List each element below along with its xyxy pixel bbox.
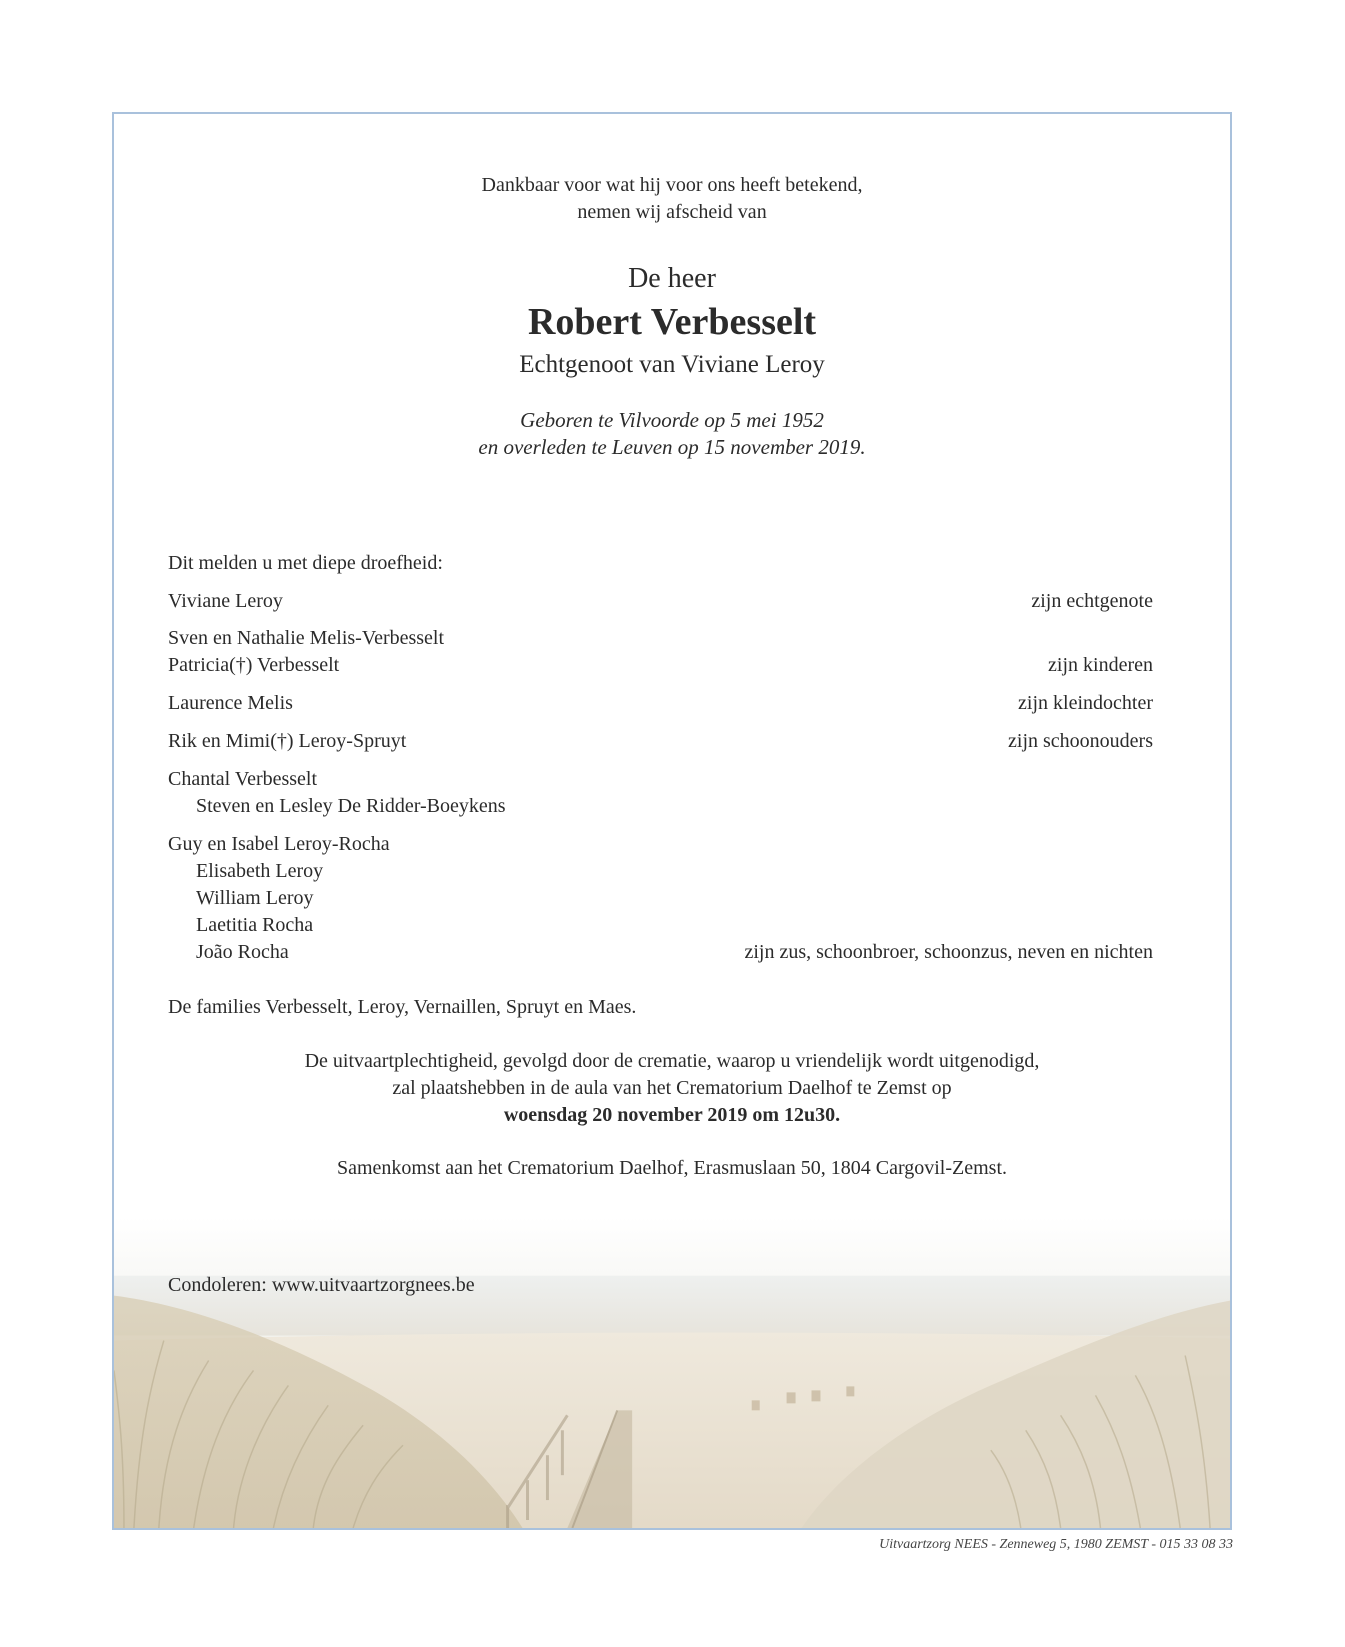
mourner-name: Viviane Leroy [168, 590, 283, 612]
intro-line-1: Dankbaar voor wat hij voor ons heeft betekend, [481, 174, 863, 196]
footer-funeral-home: Uitvaartzorg NEES - Zenneweg 5, 1980 ZEMST - 015 33 08 33 [879, 1537, 1233, 1552]
honorific: De heer [628, 263, 716, 294]
mourner-name: Guy en Isabel Leroy-Rocha [168, 833, 390, 855]
mourner-name-indented: João Rocha [196, 941, 289, 963]
ceremony-date: woensdag 20 november 2019 om 12u30. [503, 1104, 841, 1126]
birth-line: Geboren te Vilvoorde op 5 mei 1952 [520, 408, 824, 432]
ceremony-line-1: De uitvaartplechtigheid, gevolgd door de crematie, waarop u vriendelijk wordt uitgenodigd, [304, 1050, 1040, 1072]
mourner-name-indented: Elisabeth Leroy [196, 860, 324, 882]
mourner-name-indented: Steven en Lesley De Ridder-Boeykens [196, 795, 506, 817]
intro-line-2: nemen wij afscheid van [577, 201, 767, 223]
relation-label: zijn kinderen [1048, 654, 1153, 676]
spouse-line: Echtgenoot van Viviane Leroy [519, 351, 825, 378]
announcement-heading: Dit melden u met diepe droefheid: [168, 552, 443, 574]
condolence-line: Condoleren: www.uitvaartzorgnees.be [168, 1274, 475, 1296]
mourner-name: Rik en Mimi(†) Leroy-Spruyt [168, 730, 407, 752]
mourner-name-indented: Laetitia Rocha [196, 914, 314, 936]
relation-label: zijn echtgenote [1031, 590, 1153, 612]
mourner-name: Sven en Nathalie Melis-Verbesselt [168, 627, 445, 649]
families-line: De families Verbesselt, Leroy, Vernaillen, Spruyt en Maes. [168, 996, 637, 1018]
mourner-name: Patricia(†) Verbesselt [168, 654, 340, 676]
relation-label: zijn zus, schoonbroer, schoonzus, neven en nichten [744, 941, 1153, 963]
notice-frame [112, 112, 1232, 1530]
relation-label: zijn schoonouders [1008, 730, 1153, 752]
gathering-line: Samenkomst aan het Crematorium Daelhof, Erasmuslaan 50, 1804 Cargovil-Zemst. [336, 1157, 1008, 1179]
ceremony-line-2: zal plaatshebben in de aula van het Crematorium Daelhof te Zemst op [392, 1077, 952, 1099]
mourner-name: Laurence Melis [168, 692, 293, 714]
mourner-name-indented: William Leroy [196, 887, 314, 909]
relation-label: zijn kleindochter [1018, 692, 1153, 714]
death-line: en overleden te Leuven op 15 november 2019. [478, 435, 866, 459]
deceased-name: Robert Verbesselt [527, 301, 817, 343]
mourner-name: Chantal Verbesselt [168, 768, 318, 790]
